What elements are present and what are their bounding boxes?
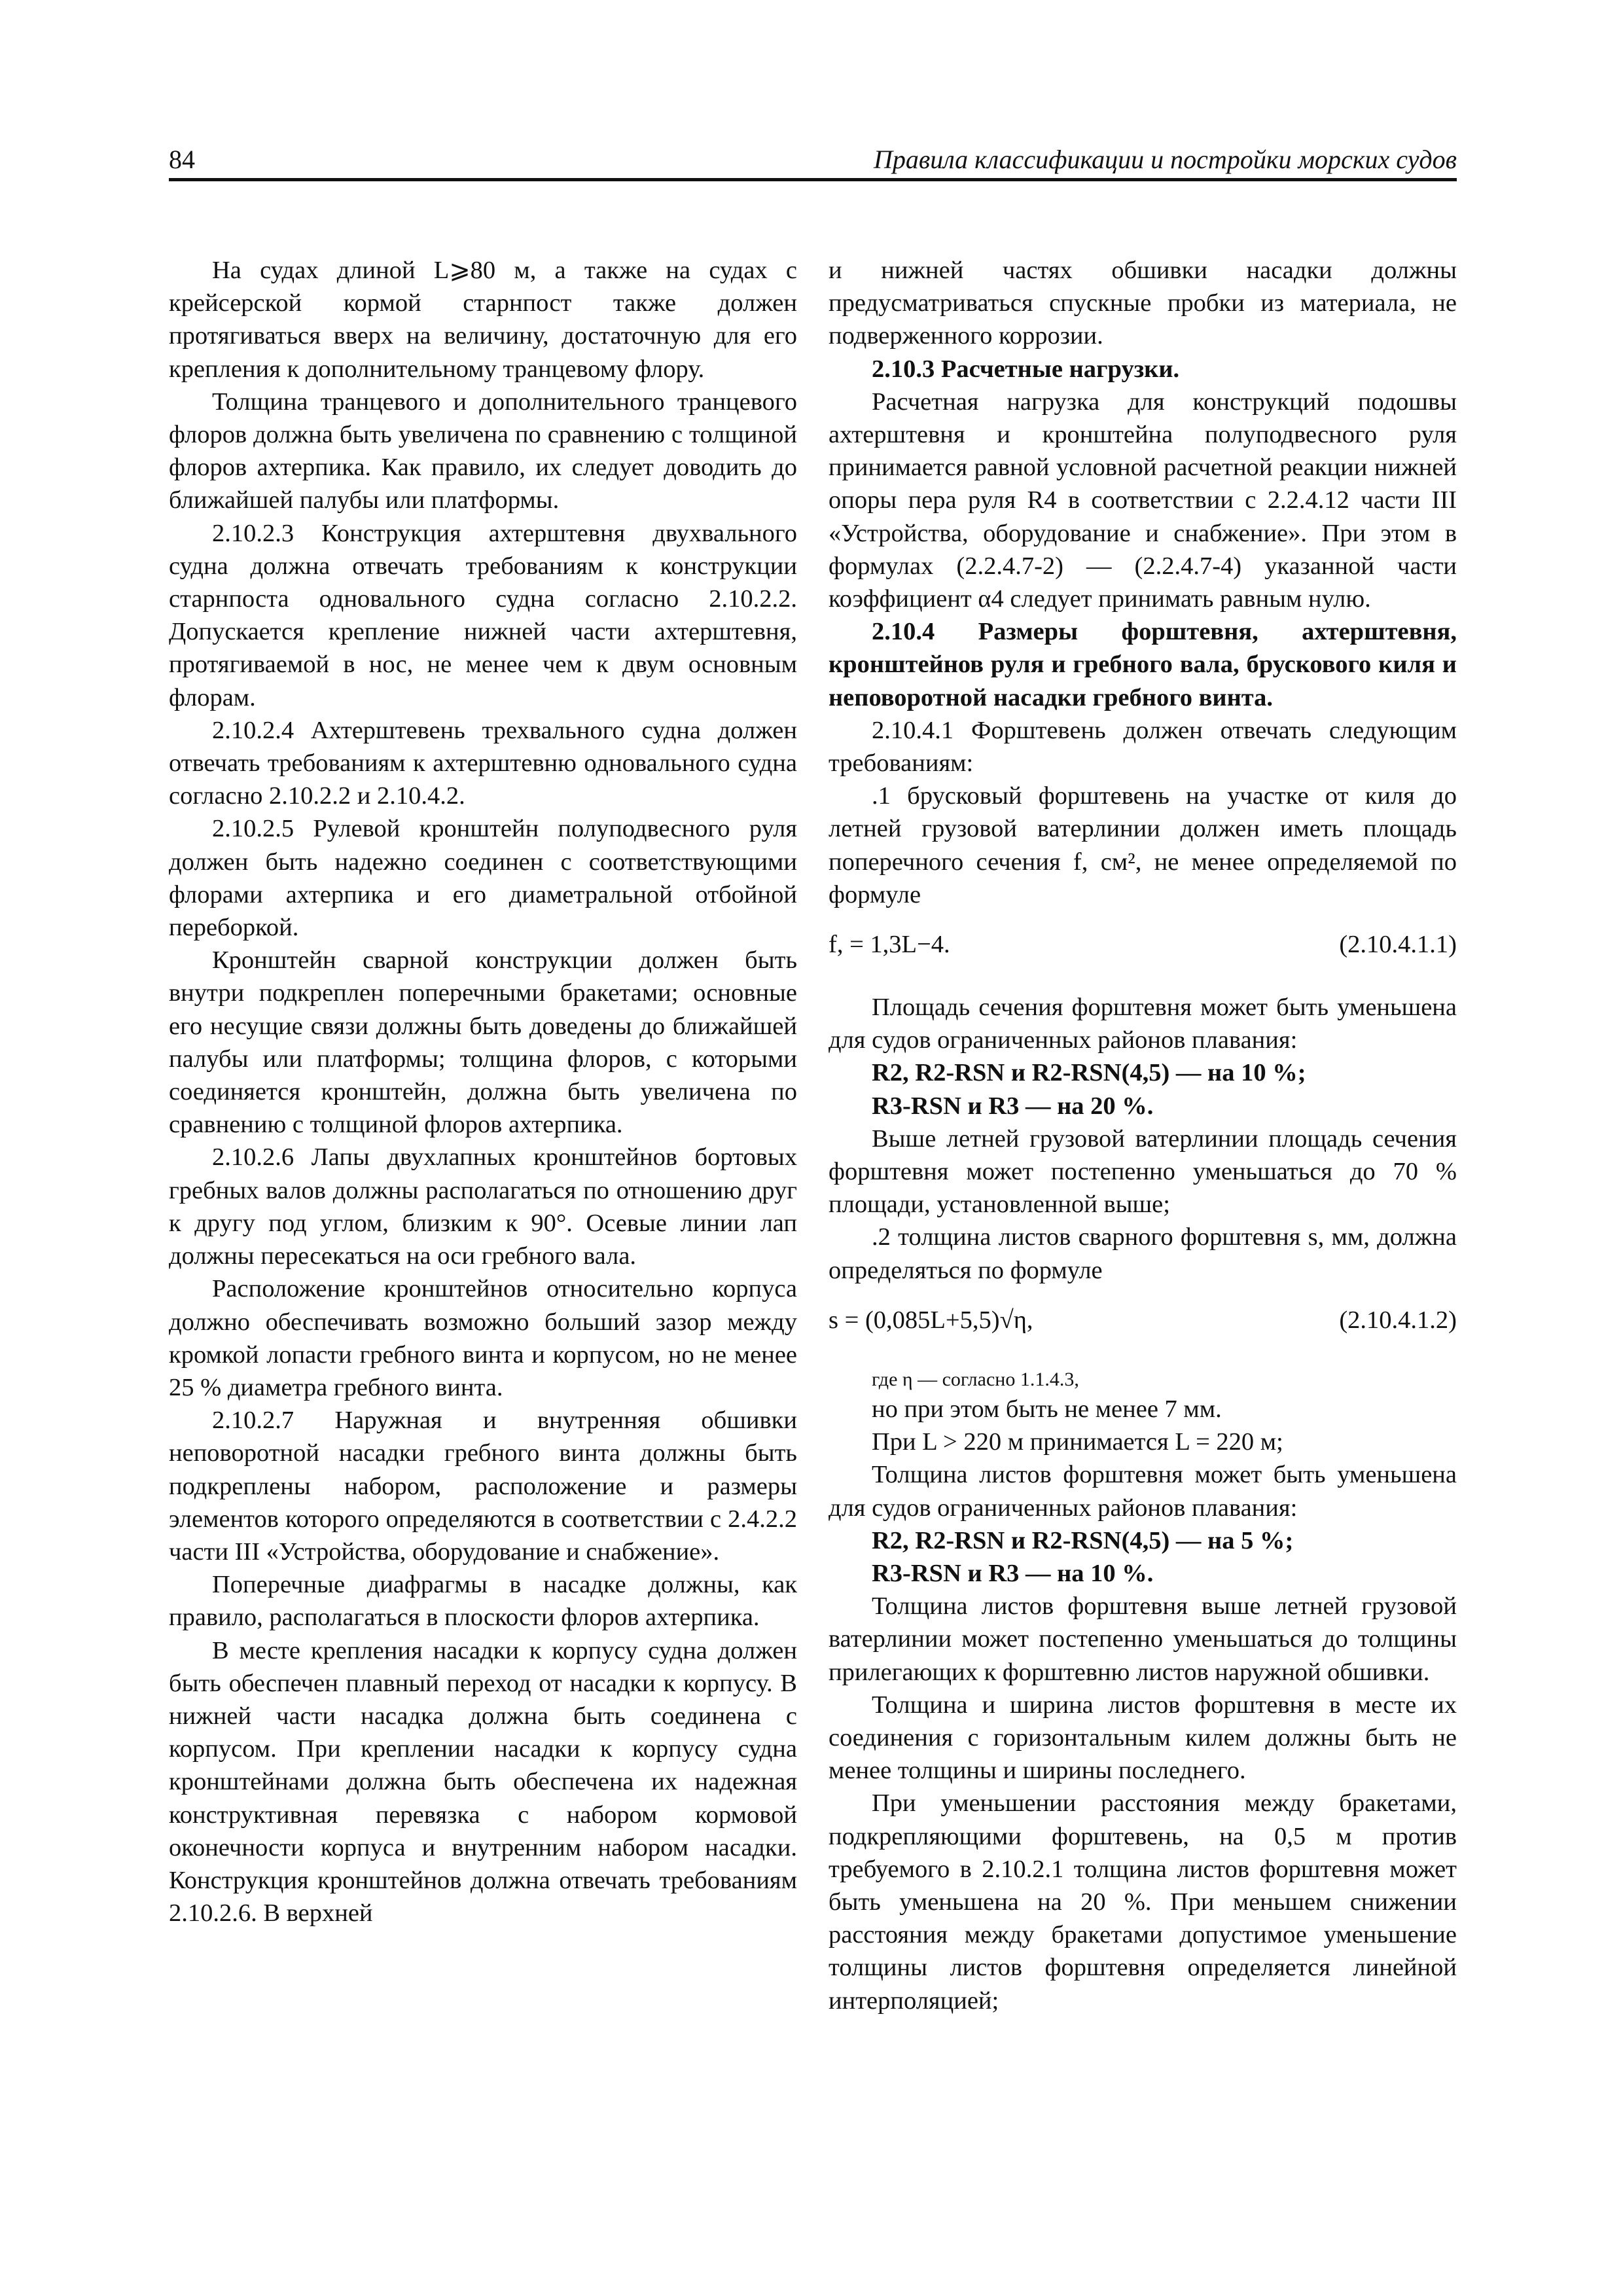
right-column: [829, 254, 1457, 2017]
page-number: 84: [169, 145, 195, 174]
paragraph: Толщина листов форштевня может быть уменьшена для судов ограниченных районов плавания:: [829, 1461, 1457, 1522]
page-header: [169, 143, 1457, 182]
section-heading-2-10-4: 2.10.4 Размеры форштевня, ахтерштевня, кронштейнов руля и гребного вала, брускового киля и неповоротной насадки гребного винта.: [829, 618, 1457, 711]
formula-2-10-4-1-1: [829, 928, 1457, 961]
paragraph: Толщина транцевого и дополнительного транцевого флоров должна быть увеличена по сравнению с толщиной флоров ахтерпика. Как правило, их следует доводить до ближайшей палубы или платформы.: [169, 387, 797, 514]
paragraph: Толщина и ширина листов форштевня в месте их соединения с горизонтальным килем должны быть не менее толщины и ширины последнего.: [829, 1691, 1457, 1785]
paragraph: R3-RSN и R3 — на 20 %.: [872, 1092, 1154, 1120]
paragraph: Толщина листов форштевня выше летней грузовой ватерлинии может постепенно уменьшаться до толщины прилегающих к форштевню листов наружной обшивки.: [829, 1592, 1457, 1686]
paragraph: .2 толщина листов сварного форштевня s, мм, должна определяться по формуле: [829, 1223, 1457, 1284]
paragraph: Расположение кронштейнов относительно корпуса должно обеспечивать возможно больший зазор между кромкой лопасти гребного винта и корпусом, но не менее 25 % диаметра гребного винта.: [169, 1275, 797, 1401]
paragraph: В месте крепления насадки к корпусу судна должен быть обеспечен плавный переход от насадки к корпусу. В нижней части насадка должна быть соединена с корпусом. При креплении насадки к корпусу судна кронштейнами должна быть обеспечена их надежная конструктивная перевязка с набором кормовой оконечности корпуса и внутренним набором насадки. Конструкция кронштейнов должна отвечать требованиям 2.10.2.6. В верхней: [169, 1636, 797, 1928]
formula-number: (2.10.4.1.2): [1339, 1306, 1457, 1334]
section-heading-2-10-3: 2.10.3 Расчетные нагрузки.: [872, 355, 1180, 383]
header-rule: [169, 178, 1457, 181]
formula-2-10-4-1-2: [829, 1304, 1457, 1336]
formula-expression: s = (0,085L+5,5)√η,: [829, 1306, 1033, 1334]
paragraph: Поперечные диафрагмы в насадке должны, как правило, располагаться в плоскости флоров ахтерпика.: [169, 1571, 797, 1632]
paragraph: R2, R2-RSN и R2-RSN(4,5) — на 10 %;: [872, 1059, 1306, 1087]
paragraph: R2, R2-RSN и R2-RSN(4,5) — на 5 %;: [872, 1526, 1294, 1554]
paragraph: 2.10.2.3 Конструкция ахтерштевня двухвального судна должна отвечать требованиям к конструкции старнпоста одновального судна согласно 2.10.2.2. Допускается крепление нижней части ахтерштевня, протягиваемой в нос, не менее чем к двум основным флорам.: [169, 519, 797, 711]
formula-expression: f, = 1,3L−4.: [829, 931, 950, 959]
paragraph: но при этом быть не менее 7 мм.: [872, 1395, 1222, 1423]
paragraph: При уменьшении расстояния между бракетами, подкрепляющими форштевень, на 0,5 м против требуемого в 2.10.2.1 толщина листов форштевня может быть уменьшена на 20 %. При меньшем снижении расстояния между бракетами допустимое уменьшение толщины листов форштевня определяется линейной интерполяцией;: [829, 1789, 1457, 2015]
paragraph: и нижней частях обшивки насадки должны предусматриваться спускные пробки из материала, не подверженного коррозии.: [829, 257, 1457, 350]
paragraph: 2.10.4.1 Форштевень должен отвечать следующим требованиям:: [829, 716, 1457, 778]
paragraph: 2.10.2.4 Ахтерштевень трехвального судна должен отвечать требованиям к ахтерштевню одновального судна согласно 2.10.2.2 и 2.10.4.2.: [169, 716, 797, 810]
running-title: Правила классификации и постройки морских судов: [873, 145, 1457, 174]
paragraph: Расчетная нагрузка для конструкций подошвы ахтерштевня и кронштейна полуподвесного руля принимается равной условной расчетной реакции нижней опоры пера руля R4 в соответствии с 2.2.4.12 части III «Устройства, оборудование и снабжение». При этом в формулах (2.2.4.7-2) — (2.2.4.7-4) указанной части коэффициент α4 следует принимать равным нулю.: [829, 387, 1457, 613]
paragraph: При L > 220 м принимается L = 220 м;: [872, 1428, 1283, 1456]
paragraph: 2.10.2.7 Наружная и внутренняя обшивки неповоротной насадки гребного винта должны быть подкреплены набором, расположение и размеры элементов которого определяются в соответствии с 2.4.2.2 части III «Устройства, оборудование и снабжение».: [169, 1407, 797, 1566]
paragraph: R3-RSN и R3 — на 10 %.: [872, 1559, 1154, 1587]
paragraph: Кронштейн сварной конструкции должен быть внутри подкреплен поперечными бракетами; основные его несущие связи должны быть доведены до ближайшей палубы или платформы; толщина флоров, с которыми соединяется кронштейн, должна быть увеличена по сравнению с толщиной флоров ахтерпика.: [169, 946, 797, 1139]
paragraph: 2.10.2.5 Рулевой кронштейн полуподвесного руля должен быть надежно соединен с соответствующими флорами ахтерпика и его диаметральной отбойной переборкой.: [169, 815, 797, 942]
formula-number: (2.10.4.1.1): [1339, 931, 1457, 959]
paragraph: Выше летней грузовой ватерлинии площадь сечения форштевня может постепенно уменьшаться до 70 % площади, установленной выше;: [829, 1124, 1457, 1219]
paragraph: Площадь сечения форштевня может быть уменьшена для судов ограниченных районов плавания:: [829, 994, 1457, 1054]
left-column: [169, 254, 797, 1929]
paragraph: .1 брусковый форштевень на участке от киля до летней грузовой ватерлинии должен иметь площадь поперечного сечения f, см², не менее определяемой по формуле: [829, 782, 1457, 908]
formula-where-note: где η — согласно 1.1.4.3,: [872, 1368, 1079, 1390]
paragraph: На судах длиной L⩾80 м, а также на судах с крейсерской кормой старнпост также должен протягиваться вверх на величину, достаточную для его крепления к дополнительному транцевому флору.: [169, 257, 797, 383]
paragraph: 2.10.2.6 Лапы двухлапных кронштейнов бортовых гребных валов должны располагаться по отношению друг к другу под углом, близким к 90°. Осевые линии лап должны пересекаться на оси гребного вала.: [169, 1143, 797, 1270]
